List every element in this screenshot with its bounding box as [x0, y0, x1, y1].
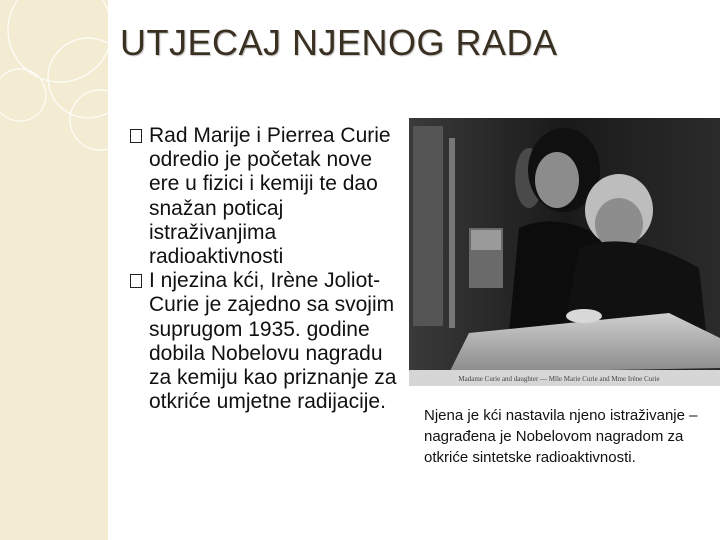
photo-caption: Njena je kći nastavila njeno istraživanje – nagrađena je Nobelovom nagradom za otkriće sintetske radioaktivnosti. — [424, 407, 698, 466]
bullet-item — [130, 124, 400, 269]
bullet-text: I njezina kći, Irène Joliot-Curie je zajedno sa svojim suprugom 1935. godine dobila Nobelovu nagradu za kemiju kao priznanje za otkriće umjetne radijacije. — [149, 269, 397, 414]
bullet-item — [130, 269, 400, 414]
bullet-list — [130, 124, 400, 414]
decorative-left-strip — [0, 0, 108, 540]
historical-photo — [409, 118, 720, 386]
bullet-text: Rad Marije i Pierrea Curie odredio je početak nove ere u fizici i kemiji te dao snažan poticaj istraživanjima radioaktivnosti — [149, 124, 391, 269]
bullet-box-icon — [130, 274, 142, 288]
photo-caption-text: Madame Curie and daughter — Mlle Marie Curie and Mme Irène Curie — [458, 375, 660, 383]
slide-title: UTJECAJ NJENOG RADA — [120, 22, 558, 63]
bullet-box-icon — [130, 129, 142, 143]
